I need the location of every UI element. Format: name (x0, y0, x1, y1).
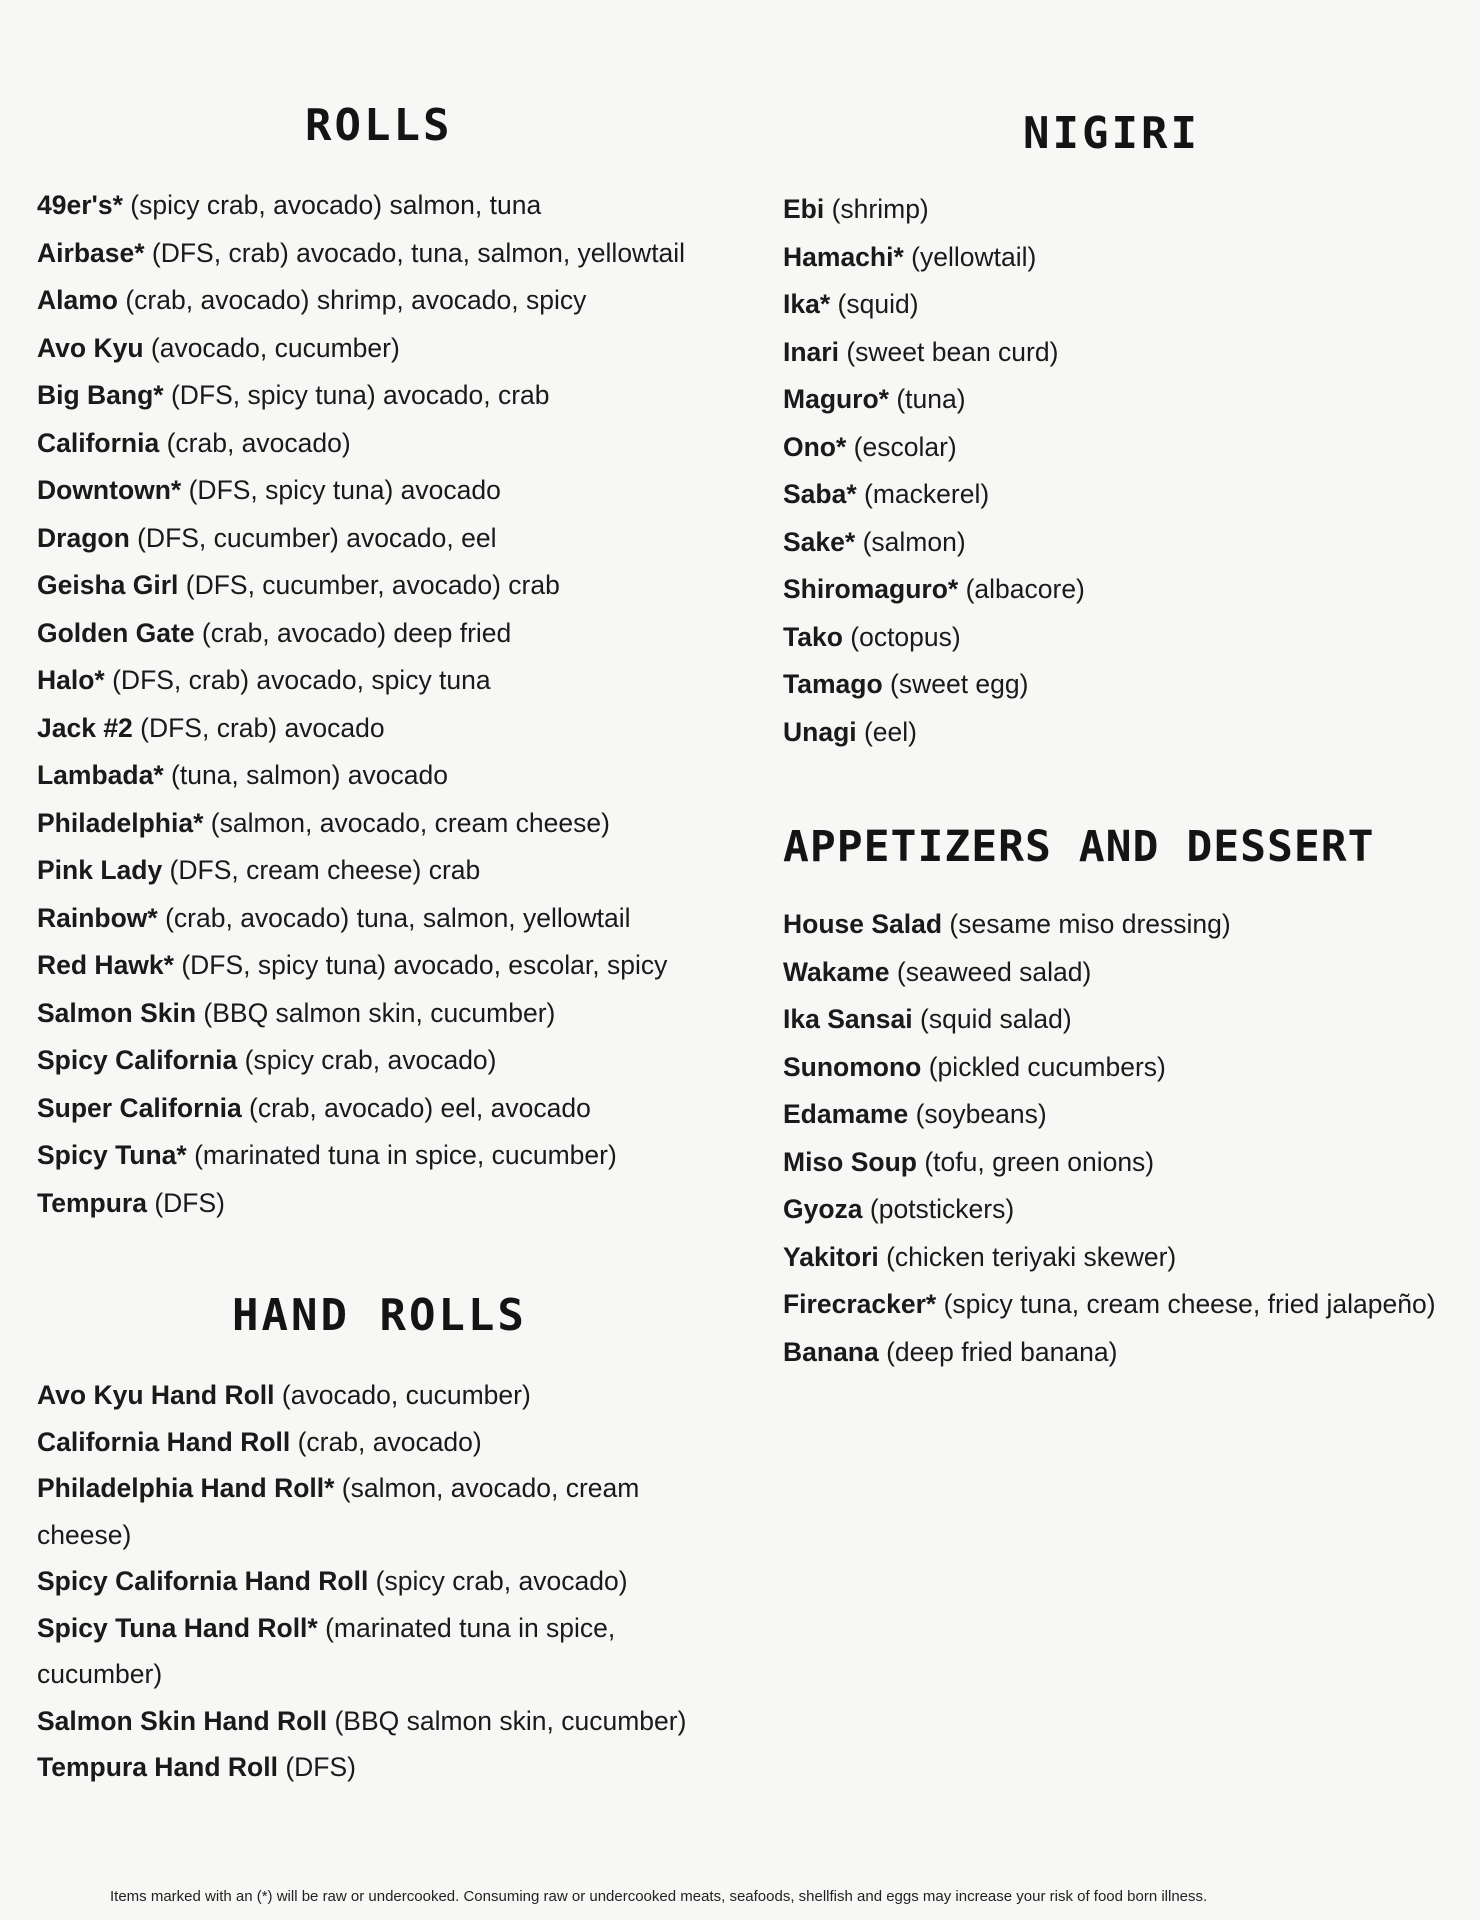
menu-item-name: Philadelphia Hand Roll* (37, 1473, 335, 1503)
menu-item (37, 325, 727, 373)
menu-item-description: (spicy crab, avocado) salmon, tuna (122, 190, 542, 220)
menu-item-name: California (37, 427, 160, 458)
menu-item-name: Saba* (783, 479, 857, 509)
menu-item (37, 1744, 717, 1791)
menu-item-description: (spicy tuna, cream cheese, fried jalapeño) (936, 1289, 1436, 1319)
menu-item-name: 49er's* (37, 190, 123, 220)
menu-item (37, 1605, 717, 1698)
menu-item (37, 1085, 727, 1133)
menu-item (37, 847, 727, 895)
menu-item (783, 901, 1463, 949)
menu-item (783, 1091, 1463, 1139)
menu-item-description: (avocado, cucumber) (143, 332, 400, 363)
menu-item-name: Miso Soup (783, 1146, 917, 1177)
menu-item-description: (octopus) (842, 621, 961, 652)
menu-item-description: (sweet egg) (882, 669, 1029, 699)
menu-item (37, 515, 727, 563)
menu-item-description: (tuna) (889, 384, 966, 414)
menu-item-description: (DFS, spicy tuna) avocado (181, 475, 501, 505)
menu-item-description: (DFS) (146, 1187, 225, 1218)
menu-item-name: Tempura Hand Roll (37, 1752, 278, 1782)
menu-item-description: (yellowtail) (903, 241, 1037, 272)
menu-item-description: (DFS, crab) avocado, spicy tuna (104, 665, 491, 695)
menu-item-name: Rainbow* (37, 902, 158, 933)
menu-item (783, 614, 1423, 662)
menu-item-name: Geisha Girl (37, 570, 179, 600)
menu-item-description: (potstickers) (862, 1194, 1015, 1224)
menu-item-name: Philadelphia* (37, 807, 204, 838)
rolls-section-title: ROLLS (305, 100, 453, 151)
menu-item (783, 281, 1423, 329)
menu-item-description: (escolar) (846, 431, 957, 462)
menu-item-name: Unagi (783, 716, 857, 747)
menu-item (37, 1465, 717, 1558)
menu-item-name: Pink Lady (37, 855, 163, 885)
menu-item (783, 329, 1423, 377)
menu-item-name: Wakame (783, 956, 890, 987)
menu-item-name: Tamago (783, 669, 883, 699)
menu-item-description: (spicy crab, avocado) (237, 1045, 497, 1075)
menu-item-description: (chicken teriyaki skewer) (878, 1241, 1177, 1272)
menu-item-name: Alamo (37, 285, 118, 315)
hand-rolls-list (37, 1372, 717, 1791)
menu-item-description: (DFS, cucumber) avocado, eel (129, 522, 497, 553)
menu-item-name: Hamachi* (783, 241, 904, 272)
menu-item (783, 949, 1463, 997)
menu-item-name: Avo Kyu (37, 332, 144, 363)
menu-item-name: Spicy Tuna Hand Roll* (37, 1612, 318, 1643)
menu-item (37, 1558, 717, 1605)
menu-item (37, 1372, 717, 1419)
menu-item-name: Salmon Skin Hand Roll (37, 1705, 328, 1736)
menu-item-name: Lambada* (37, 760, 164, 790)
menu-item-name: Ebi (783, 194, 825, 224)
menu-item-description: (deep fried banana) (878, 1336, 1118, 1367)
menu-item-name: Firecracker* (783, 1289, 937, 1319)
menu-item (37, 372, 727, 420)
menu-item (37, 1419, 717, 1466)
menu-item-description: (salmon, avocado, cream cheese) (203, 807, 610, 838)
menu-item-description: (salmon) (855, 526, 966, 557)
menu-item-name: Super California (37, 1092, 242, 1123)
menu-item-name: California Hand Roll (37, 1426, 291, 1457)
menu-item-name: Dragon (37, 522, 130, 553)
menu-item-name: Avo Kyu Hand Roll (37, 1380, 275, 1410)
menu-item-description: (BBQ salmon skin, cucumber) (327, 1705, 687, 1736)
menu-item-name: Sunomono (783, 1051, 922, 1082)
menu-item (37, 277, 727, 325)
menu-item-name: Spicy California (37, 1045, 238, 1075)
menu-item (783, 1139, 1463, 1187)
menu-item-description: (DFS, crab) avocado (132, 712, 385, 743)
menu-item-name: Maguro* (783, 384, 889, 414)
menu-item-name: House Salad (783, 909, 943, 939)
menu-item-name: Edamame (783, 1099, 909, 1129)
menu-item (37, 657, 727, 705)
menu-item-name: Sake* (783, 526, 856, 557)
menu-item-name: Shiromaguro* (783, 574, 959, 604)
menu-item-name: Ika Sansai (783, 1004, 913, 1034)
menu-item-description: (crab, avocado) shrimp, avocado, spicy (118, 285, 587, 315)
menu-item-description: (eel) (856, 716, 918, 747)
menu-item-description: (mackerel) (856, 479, 990, 509)
nigiri-section-title: NIGIRI (1023, 108, 1200, 159)
menu-item-name: Inari (783, 336, 839, 367)
menu-item-name: Gyoza (783, 1194, 863, 1224)
menu-item (37, 800, 727, 848)
menu-item-description: (spicy crab, avocado) (368, 1566, 628, 1596)
menu-item (783, 1234, 1463, 1282)
menu-item (37, 1180, 727, 1228)
menu-item-description: (marinated tuna in spice, cucumber) (186, 1140, 617, 1170)
menu-item (783, 1044, 1463, 1092)
menu-item (783, 376, 1423, 424)
menu-item (783, 471, 1423, 519)
menu-item-description: (shrimp) (824, 194, 929, 224)
menu-item-description: (albacore) (958, 574, 1085, 604)
menu-item-description: (soybeans) (908, 1099, 1047, 1129)
menu-item-description: (squid salad) (912, 1004, 1072, 1034)
menu-item-name: Ono* (783, 431, 847, 462)
raw-food-disclaimer: Items marked with an (*) will be raw or undercooked. Consuming raw or undercooked meats, seafoods, shellfish and eggs may increase your risk of food born illness. (110, 1888, 1208, 1905)
appetizers-list (783, 901, 1463, 1376)
menu-item-description: (seaweed salad) (889, 956, 1092, 987)
menu-item-name: Jack #2 (37, 712, 133, 743)
menu-item-name: Tako (783, 621, 843, 652)
menu-item (783, 1186, 1463, 1234)
menu-item (783, 234, 1423, 282)
menu-item-description: (tofu, green onions) (916, 1146, 1155, 1177)
menu-item (37, 1698, 717, 1745)
rolls-list (37, 182, 727, 1227)
menu-item-description: (marinated tuna in spice, cucumber) (37, 1612, 616, 1689)
menu-item (37, 895, 727, 943)
menu-item (783, 519, 1423, 567)
hand-rolls-section-title: HAND ROLLS (232, 1290, 527, 1341)
menu-item (37, 752, 727, 800)
menu-item (783, 709, 1423, 757)
menu-item-description: (DFS, cucumber, avocado) crab (178, 570, 560, 600)
menu-item-description: (crab, avocado) (290, 1426, 482, 1457)
menu-item-description: (DFS) (277, 1752, 356, 1782)
menu-item-description: (BBQ salmon skin, cucumber) (196, 997, 556, 1028)
menu-item-description: (DFS, crab) avocado, tuna, salmon, yellowtail (144, 237, 686, 268)
menu-item-description: (salmon, avocado, cream cheese) (37, 1473, 640, 1550)
menu-item (783, 1281, 1463, 1329)
menu-item-name: Halo* (37, 665, 105, 695)
menu-item (783, 566, 1423, 614)
menu-item (37, 942, 727, 990)
menu-item-description: (avocado, cucumber) (274, 1380, 531, 1410)
menu-item (37, 562, 727, 610)
menu-item-description: (sweet bean curd) (838, 336, 1059, 367)
menu-item (783, 424, 1423, 472)
menu-item-name: Banana (783, 1336, 879, 1367)
appetizers-section-title: APPETIZERS AND DESSERT (783, 822, 1375, 872)
menu-item (783, 661, 1423, 709)
menu-item-name: Airbase* (37, 237, 145, 268)
menu-item-name: Spicy California Hand Roll (37, 1566, 369, 1596)
menu-item-name: Salmon Skin (37, 997, 197, 1028)
menu-item (37, 420, 727, 468)
menu-item-name: Golden Gate (37, 617, 195, 648)
menu-item (37, 230, 727, 278)
menu-item-description: (crab, avocado) tuna, salmon, yellowtail (157, 902, 631, 933)
menu-item-name: Spicy Tuna* (37, 1140, 187, 1170)
menu-item-description: (crab, avocado) eel, avocado (241, 1092, 591, 1123)
menu-item (37, 1037, 727, 1085)
menu-item-description: (sesame miso dressing) (942, 909, 1231, 939)
menu-item (37, 705, 727, 753)
menu-item-name: Ika* (783, 289, 831, 319)
menu-item-description: (squid) (830, 289, 919, 319)
menu-item-description: (DFS, spicy tuna) avocado, crab (163, 380, 550, 410)
menu-item (783, 1329, 1463, 1377)
menu-item (37, 467, 727, 515)
menu-item-name: Big Bang* (37, 380, 164, 410)
menu-item (37, 1132, 727, 1180)
menu-item-description: (DFS, spicy tuna) avocado, escolar, spicy (173, 950, 668, 980)
menu-item-description: (crab, avocado) deep fried (194, 617, 512, 648)
menu-item-name: Red Hawk* (37, 950, 174, 980)
menu-item-name: Downtown* (37, 475, 182, 505)
menu-item (37, 182, 727, 230)
menu-item (37, 610, 727, 658)
menu-item-description: (pickled cucumbers) (921, 1051, 1166, 1082)
menu-item-name: Yakitori (783, 1241, 879, 1272)
nigiri-list (783, 186, 1423, 756)
menu-item-description: (DFS, cream cheese) crab (162, 855, 481, 885)
menu-item (37, 990, 727, 1038)
menu-item (783, 996, 1463, 1044)
menu-item-description: (crab, avocado) (159, 427, 351, 458)
menu-item-name: Tempura (37, 1187, 147, 1218)
menu-item-description: (tuna, salmon) avocado (163, 760, 448, 790)
menu-item (783, 186, 1423, 234)
